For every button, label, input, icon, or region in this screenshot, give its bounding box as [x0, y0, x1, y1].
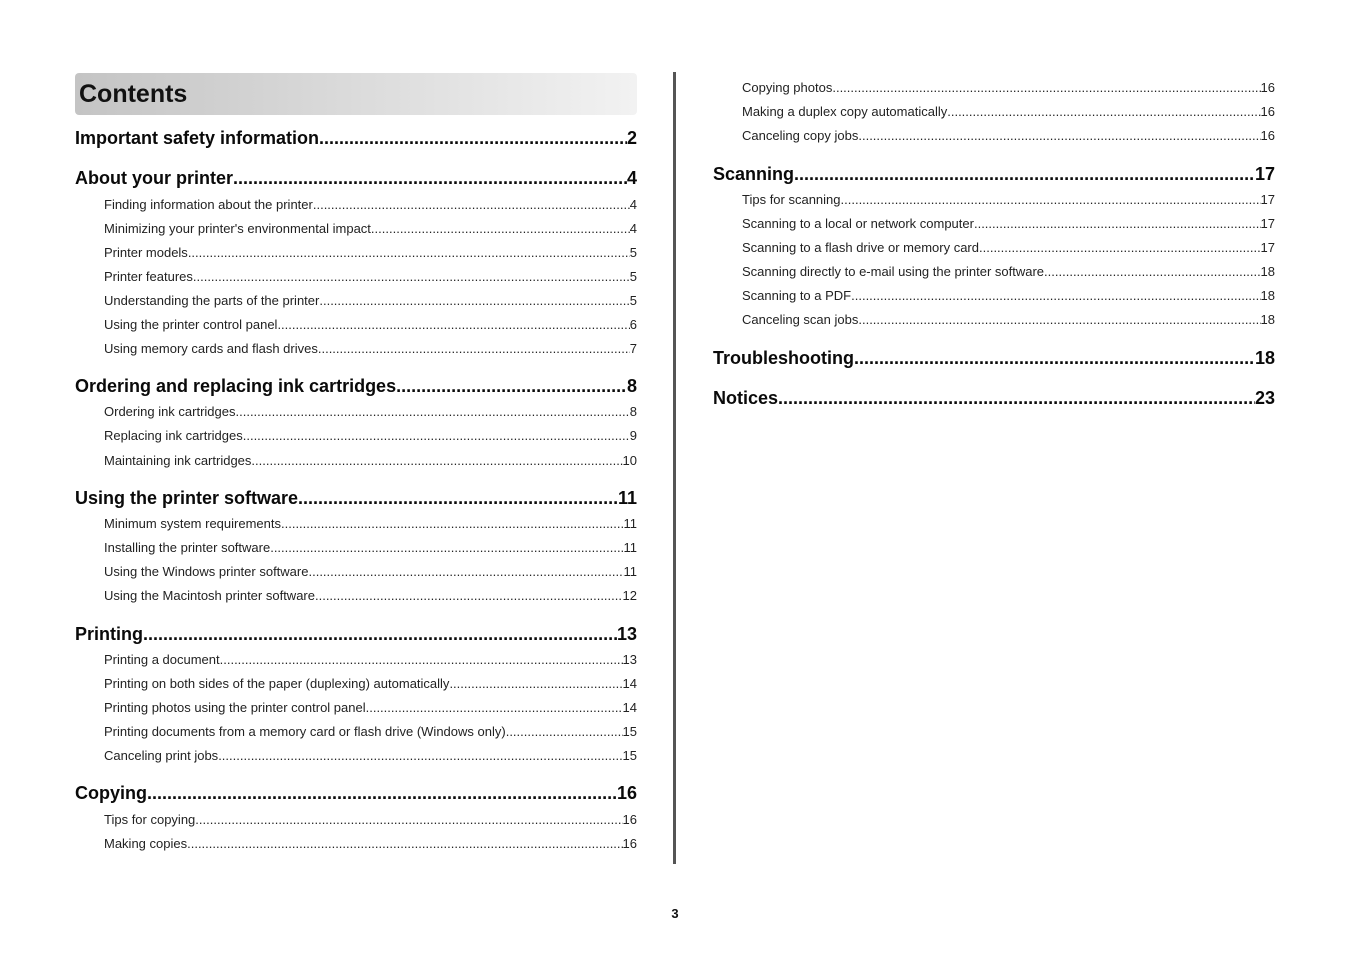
- dot-leader: [233, 168, 627, 189]
- toc-entry-page: 18: [1254, 348, 1275, 368]
- toc-entry-label: Minimum system requirements: [104, 516, 281, 531]
- dot-leader: [858, 312, 1260, 327]
- dot-leader: [366, 700, 623, 715]
- dot-leader: [858, 128, 1260, 143]
- dot-leader: [236, 404, 630, 419]
- toc-entry-page: 15: [622, 748, 637, 763]
- toc-heading-about-your-printer[interactable]: [75, 168, 637, 189]
- toc-heading-printing[interactable]: [75, 624, 637, 645]
- dot-leader: [396, 376, 627, 397]
- toc-entry-page: 11: [623, 564, 637, 579]
- dot-leader: [147, 783, 617, 804]
- toc-entry-page: 5: [629, 245, 637, 260]
- toc-entry-label: Important safety information: [75, 128, 320, 148]
- toc-entry-canceling-copy-jobs[interactable]: [713, 128, 1275, 143]
- toc-entry-tips-for-scanning[interactable]: [713, 192, 1275, 207]
- dot-leader: [841, 192, 1261, 207]
- column-divider: [673, 72, 676, 864]
- dot-leader: [251, 453, 622, 468]
- dot-leader: [277, 317, 629, 332]
- dot-leader: [319, 128, 627, 149]
- dot-leader: [832, 80, 1260, 95]
- toc-heading-copying[interactable]: [75, 783, 637, 804]
- toc-entry-label: Copying photos: [742, 80, 833, 95]
- toc-entry-scanning-to-a-flash-drive-or-memory-card[interactable]: [713, 240, 1275, 255]
- toc-entry-page: 8: [626, 376, 637, 396]
- dot-leader: [298, 488, 618, 509]
- toc-entry-label: Canceling scan jobs: [742, 312, 859, 327]
- toc-entry-printing-a-document[interactable]: [75, 652, 637, 667]
- toc-entry-page: 16: [622, 836, 637, 851]
- toc-entry-making-a-duplex-copy-automatically[interactable]: [713, 104, 1275, 119]
- toc-entry-using-memory-cards-and-flash-drives[interactable]: [75, 341, 637, 356]
- dot-leader: [854, 348, 1255, 369]
- dot-leader: [243, 428, 630, 443]
- toc-entry-label: Using the printer software: [75, 488, 299, 508]
- toc-entry-label: Maintaining ink cartridges: [104, 453, 252, 468]
- contents-title-bar: [75, 73, 637, 115]
- dot-leader: [281, 516, 624, 531]
- toc-entry-label: Understanding the parts of the printer: [104, 293, 320, 308]
- dot-leader: [947, 104, 1260, 119]
- dot-leader: [313, 197, 630, 212]
- toc-entry-label: Using the Windows printer software: [104, 564, 309, 579]
- toc-entry-scanning-directly-to-e-mail-using-the-printer-software[interactable]: [713, 264, 1275, 279]
- toc-entry-label: Making copies: [104, 836, 188, 851]
- toc-entry-page: 7: [629, 341, 637, 356]
- dot-leader: [318, 341, 630, 356]
- toc-entry-page: 16: [622, 812, 637, 827]
- toc-entry-label: About your printer: [75, 168, 233, 188]
- toc-entry-label: Printing: [75, 624, 143, 644]
- toc-heading-scanning[interactable]: [713, 164, 1275, 185]
- toc-entry-label: Using the Macintosh printer software: [104, 588, 315, 603]
- toc-entry-page: 17: [1260, 192, 1275, 207]
- toc-entry-page: 12: [622, 588, 637, 603]
- dot-leader: [270, 540, 623, 555]
- page-title: Contents: [79, 80, 188, 108]
- toc-entry-minimizing-your-printer-s-environmental-impact[interactable]: [75, 221, 637, 236]
- toc-entry-tips-for-copying[interactable]: [75, 812, 637, 827]
- toc-heading-notices[interactable]: [713, 388, 1275, 409]
- toc-entry-page: 17: [1260, 240, 1275, 255]
- toc-entry-label: Printing a document: [104, 652, 220, 667]
- toc-entry-label: Tips for scanning: [742, 192, 841, 207]
- toc-entry-using-the-windows-printer-software[interactable]: [75, 564, 637, 579]
- dot-leader: [371, 221, 630, 236]
- toc-entry-page: 14: [622, 676, 637, 691]
- dot-leader: [794, 164, 1255, 185]
- toc-entry-minimum-system-requirements[interactable]: [75, 516, 637, 531]
- toc-entry-copying-photos[interactable]: [713, 80, 1275, 95]
- toc-entry-label: Scanning to a PDF: [742, 288, 852, 303]
- toc-entry-page: 16: [616, 783, 637, 803]
- toc-entry-label: Canceling print jobs: [104, 748, 219, 763]
- toc-heading-troubleshooting[interactable]: [713, 348, 1275, 369]
- toc-entry-page: 4: [629, 197, 637, 212]
- toc-entry-label: Ordering ink cartridges: [104, 404, 236, 419]
- toc-entry-label: Scanning to a local or network computer: [742, 216, 974, 231]
- toc-entry-printing-on-both-sides-of-the-paper-duplexing-automatically[interactable]: [75, 676, 637, 691]
- toc-heading-important-safety-information[interactable]: [75, 128, 637, 149]
- toc-entry-page: 11: [617, 488, 637, 508]
- toc-entry-canceling-scan-jobs[interactable]: [713, 312, 1275, 327]
- toc-entry-canceling-print-jobs[interactable]: [75, 748, 637, 763]
- toc-entry-printing-documents-from-a-memory-card-or-flash-drive-windows-only[interactable]: [75, 724, 637, 739]
- toc-entry-label: Copying: [75, 783, 147, 803]
- dot-leader: [218, 748, 622, 763]
- toc-entry-page: 11: [623, 540, 637, 555]
- toc-entry-label: Notices: [713, 388, 779, 408]
- toc-entry-using-the-macintosh-printer-software[interactable]: [75, 588, 637, 603]
- toc-entry-label: Troubleshooting: [713, 348, 854, 368]
- toc-entry-label: Printing photos using the printer control panel: [104, 700, 366, 715]
- toc-entry-page: 4: [629, 221, 637, 236]
- toc-heading-using-the-printer-software[interactable]: [75, 488, 637, 509]
- toc-entry-ordering-ink-cartridges[interactable]: [75, 404, 637, 419]
- toc-entry-page: 16: [1260, 80, 1275, 95]
- toc-entry-page: 13: [616, 624, 637, 644]
- toc-heading-ordering-and-replacing-ink-cartridges[interactable]: [75, 376, 637, 397]
- dot-leader: [979, 240, 1261, 255]
- toc-entry-installing-the-printer-software[interactable]: [75, 540, 637, 555]
- dot-leader: [187, 836, 622, 851]
- toc-entry-page: 18: [1260, 288, 1275, 303]
- toc-entry-page: 17: [1260, 216, 1275, 231]
- page-number: 3: [671, 906, 679, 921]
- toc-entry-printing-photos-using-the-printer-control-panel[interactable]: [75, 700, 637, 715]
- toc-entry-label: Scanning to a flash drive or memory card: [742, 240, 979, 255]
- dot-leader: [851, 288, 1260, 303]
- dot-leader: [195, 812, 622, 827]
- toc-entry-page: 8: [629, 404, 637, 419]
- toc-entry-page: 5: [629, 269, 637, 284]
- toc-entry-label: Finding information about the printer: [104, 197, 313, 212]
- dot-leader: [1044, 264, 1260, 279]
- toc-entry-printer-features[interactable]: [75, 269, 637, 284]
- toc-entry-label: Tips for copying: [104, 812, 196, 827]
- toc-entry-page: 9: [629, 428, 637, 443]
- toc-entry-page: 10: [622, 453, 637, 468]
- toc-entry-scanning-to-a-pdf[interactable]: [713, 288, 1275, 303]
- toc-entry-page: 16: [1260, 128, 1275, 143]
- dot-leader: [449, 676, 622, 691]
- toc-entry-page: 18: [1260, 264, 1275, 279]
- dot-leader: [778, 388, 1255, 409]
- toc-entry-page: 15: [622, 724, 637, 739]
- toc-entry-page: 23: [1254, 388, 1275, 408]
- toc-entry-label: Printer models: [104, 245, 188, 260]
- toc-entry-label: Canceling copy jobs: [742, 128, 859, 143]
- dot-leader: [143, 624, 617, 645]
- dot-leader: [220, 652, 623, 667]
- toc-entry-understanding-the-parts-of-the-printer[interactable]: [75, 293, 637, 308]
- dot-leader: [506, 724, 623, 739]
- toc-entry-replacing-ink-cartridges[interactable]: [75, 428, 637, 443]
- toc-entry-label: Using the printer control panel: [104, 317, 278, 332]
- toc-entry-label: Ordering and replacing ink cartridges: [75, 376, 397, 396]
- toc-entry-page: 6: [629, 317, 637, 332]
- toc-entry-page: 13: [622, 652, 637, 667]
- toc-entry-printer-models[interactable]: [75, 245, 637, 260]
- toc-entry-label: Printing documents from a memory card or flash drive (Windows only): [104, 724, 506, 739]
- toc-entry-label: Making a duplex copy automatically: [742, 104, 948, 119]
- toc-entry-label: Scanning: [713, 164, 795, 184]
- dot-leader: [193, 269, 630, 284]
- dot-leader: [188, 245, 630, 260]
- toc-entry-page: 5: [629, 293, 637, 308]
- dot-leader: [974, 216, 1261, 231]
- toc-entry-finding-information-about-the-printer[interactable]: [75, 197, 637, 212]
- toc-entry-page: 4: [626, 168, 637, 188]
- toc-entry-label: Installing the printer software: [104, 540, 271, 555]
- toc-entry-page: 16: [1260, 104, 1275, 119]
- toc-entry-making-copies[interactable]: [75, 836, 637, 851]
- toc-entry-label: Scanning directly to e-mail using the printer software: [742, 264, 1045, 279]
- toc-entry-label: Printing on both sides of the paper (duplexing) automatically: [104, 676, 450, 691]
- toc-entry-using-the-printer-control-panel[interactable]: [75, 317, 637, 332]
- toc-entry-label: Replacing ink cartridges: [104, 428, 243, 443]
- toc-entry-scanning-to-a-local-or-network-computer[interactable]: [713, 216, 1275, 231]
- toc-entry-label: Minimizing your printer's environmental impact: [104, 221, 371, 236]
- toc-entry-label: Printer features: [104, 269, 193, 284]
- dot-leader: [319, 293, 629, 308]
- toc-entry-page: 2: [626, 128, 637, 148]
- dot-leader: [308, 564, 623, 579]
- toc-entry-maintaining-ink-cartridges[interactable]: [75, 453, 637, 468]
- toc-entry-label: Using memory cards and flash drives: [104, 341, 318, 356]
- toc-entry-page: 18: [1260, 312, 1275, 327]
- toc-entry-page: 17: [1254, 164, 1275, 184]
- dot-leader: [315, 588, 623, 603]
- toc-entry-page: 14: [622, 700, 637, 715]
- toc-entry-page: 11: [623, 516, 637, 531]
